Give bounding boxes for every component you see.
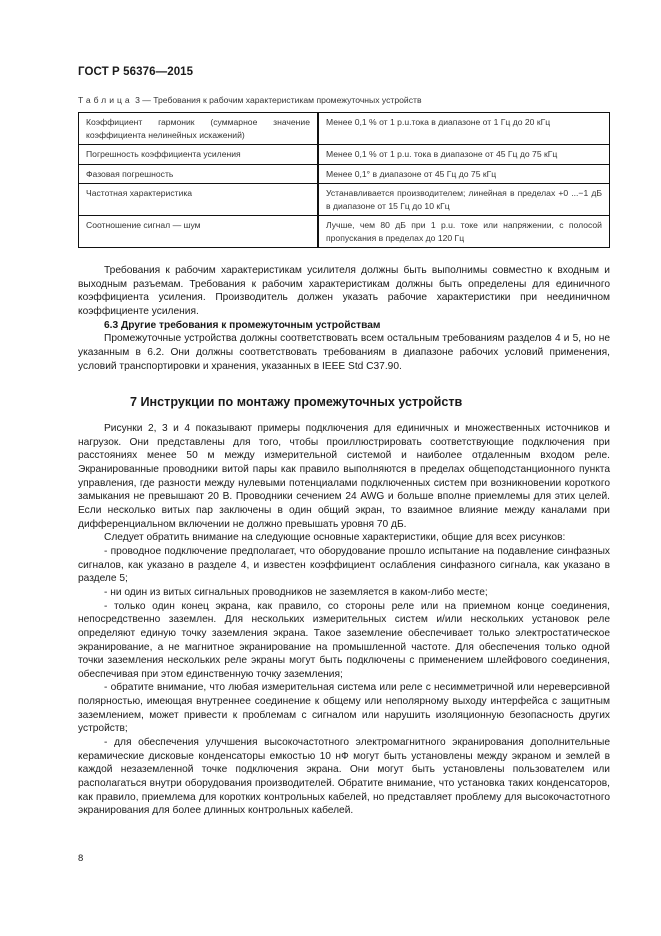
page-number: 8 [78, 853, 84, 864]
list-item: - ни один из витых сигнальных проводников не заземляется в каком-либо месте; [104, 586, 488, 598]
section-7-body [78, 422, 610, 818]
section-6-3-paragraph: Промежуточные устройства должны соответствовать всем остальным требованиям разделов 4 и 5, но не указанным в 6.2. Они должны соответствовать требованиям в диапазоне рабочих условий применения, условий транспортировки и хранения, указанных в IEEE Std C37.90. [78, 333, 610, 372]
table-cell-param: Частотная характеристика [79, 184, 319, 216]
table-cell-value: Устанавливается производителем; линейная в пределах +0 ...−1 дБ в диапазоне от 15 Гц до 10 кГц [318, 184, 610, 216]
list-item: - обратите внимание, что любая измерительная система или реле с несимметричной или нереверсивной полярностью, имеющая внутреннее соединение к общему или неполярному выходу интерфейса с защитным заземлением, может привести к проблемам с сигналом или нарушить изоляционную безопасность других устройств; [78, 682, 610, 735]
list-item: - только один конец экрана, как правило, со стороны реле или на приемном конце соединения, непосредственно заземлен. Для нескольких измерительных систем и/или нескольких установок реле определяют единую точку заземления экрана. Такое заземление обеспечивает только электростатическое экранирование, а не магнитное экранирование на промышленной частоте. Для обеспечения только одной точки заземления нескольких реле экраны могут быть подключены с применением шлейфового соединения, обеспечивая при этом единственную точку заземления; [78, 600, 610, 680]
table-row [79, 145, 610, 165]
document-header: ГОСТ Р 56376—2015 [78, 66, 194, 78]
table-caption-text: — Требования к рабочим характеристикам промежуточных устройств [139, 95, 422, 105]
section-7 [78, 396, 610, 410]
table-cell-param: Соотношение сигнал — шум [79, 216, 319, 248]
table-cell-param: Погрешность коэффициента усиления [79, 145, 319, 165]
table-cell-value: Менее 0,1 % от 1 p.u. тока в диапазоне от 45 Гц до 75 кГц [318, 145, 610, 165]
table-row [79, 113, 610, 145]
table-row [79, 164, 610, 184]
table-row [79, 216, 610, 248]
table-cell-param: Фазовая погрешность [79, 164, 319, 184]
table-row [79, 184, 610, 216]
list-item: - для обеспечения улучшения высокочастотного электромагнитного экранирования дополнительные керамические дисковые конденсаторы емкостью 10 нФ могут быть установлены между экраном и землей в каждой незаземленной точке подключения экрана. Они могут быть установлены пользователем или располагаться внутри оборудования производителей. Обратите внимание, что установка таких конденсаторов, как правило, приемлема для коротких контрольных кабелей, но представляет проблему для высокочастотного экранирования для более длинных контрольных кабелей. [78, 737, 610, 817]
table-cell-value: Лучше, чем 80 дБ при 1 p.u. токе или напряжении, с полосой пропускания в пределах до 120 Гц [318, 216, 610, 248]
requirements-table [78, 112, 610, 248]
section-6-3-heading: 6.3 Другие требования к промежуточным устройствам [104, 319, 381, 331]
table-caption [78, 95, 422, 105]
body-block-1 [78, 264, 610, 373]
table-caption-number: 3 [135, 95, 140, 105]
paragraph-amplifier: Требования к рабочим характеристикам усилителя должны быть выполнимы совместно к входным и выходным разъемам. Требования к рабочим характеристикам должны быть определены для единичного коэффициента усиления. Производитель должен указать рабочие характеристики при неединичном коэффициенте усиления. [78, 265, 610, 317]
section-7-paragraph-1: Рисунки 2, 3 и 4 показывают примеры подключения для единичных и множественных источников и нагрузок. Они представлены для того, чтобы проиллюстрировать соответствующие подключения при расстояниях менее 50 м между измерительной системой и наиболее отдаленным входом реле. Экранированные проводники витой пары как правило выполняются в пределах общеподстанционного пункта управления, где разности между нулевыми потенциалами подключенных систем при возникновении короткого замыкания не превышают 20 В. Проводники сечением 24 AWG и больше вполне приемлемы для этих целей. Если несколько витых пар заключены в один общий экран, то взаимное влияние между каналами при дифференциальном включении не должно превышать уровня 70 дБ. [78, 423, 610, 530]
list-item: - проводное подключение предполагает, что оборудование прошло испытание на подавление синфазных сигналов, как указано в разделе 4, и известен коэффициент ослабления синфазного сигнала, как указано в разделе 5; [78, 545, 610, 585]
section-7-paragraph-2: Следует обратить внимание на следующие основные характеристики, общие для всех рисунков: [104, 532, 566, 544]
table-cell-value: Менее 0,1° в диапазоне от 45 Гц до 75 кГц [318, 164, 610, 184]
section-7-heading: 7 Инструкции по монтажу промежуточных устройств [130, 395, 463, 409]
table-cell-param: Коэффициент гармоник (суммарное значение коэффициента нелинейных искажений) [79, 113, 319, 145]
table-caption-label: Таблица [78, 95, 133, 105]
table-cell-value: Менее 0,1 % от 1 p.u.тока в диапазоне от 1 Гц до 20 кГц [318, 113, 610, 145]
